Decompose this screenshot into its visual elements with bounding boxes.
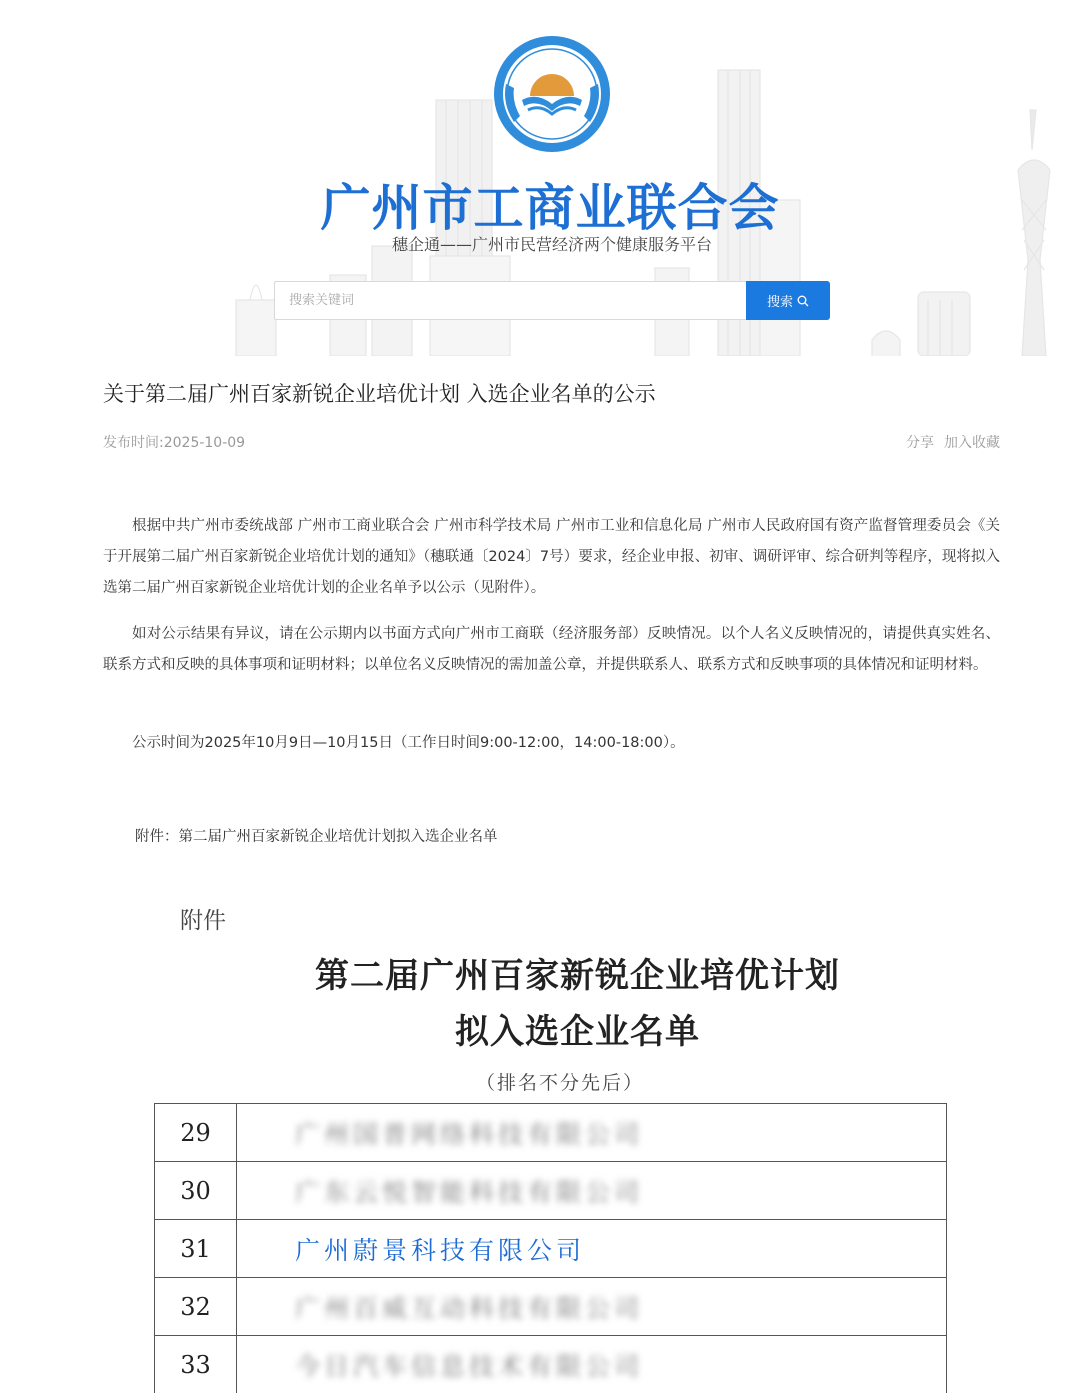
article-paragraph: 如对公示结果有异议，请在公示期内以书面方式向广州市工商联（经济服务部）反映情况。以个人名义反映情况的，请提供真实姓名、联系方式和反映的具体事项和证明材料；以单位名义反映情况的需加盖公章，并提供联系人、联系方式和反映事项的具体情况和证明材料。 [103,626,1000,673]
table-row [155,1104,947,1162]
company-name-blurred [237,1336,947,1393]
company-name-text: 今日汽车信息技术有限公司 [295,1351,644,1381]
cfic-logo [492,34,612,154]
search-field-wrapper [274,281,747,320]
site-subtitle: 穗企通——广州市民营经济两个健康服务平台 [391,235,712,254]
share-link[interactable]: 分享 [906,435,934,451]
company-name-blurred [237,1104,947,1162]
article-paragraph: 公示时间为2025年10月9日—10月15日（工作日时间9:00-12:00，14:00-18:00）。 [132,735,685,751]
row-number: 30 [155,1162,237,1220]
search-icon [797,295,809,307]
article-actions [906,432,1000,452]
table-row [155,1336,947,1393]
row-number: 32 [155,1278,237,1336]
header-banner [0,0,1080,356]
article-paragraph: 根据中共广州市委统战部 广州市工商业联合会 广州市科学技术局 广州市工业和信息化局 广州市人民政府国有资产监督管理委员会《关于开展第二届广州百家新锐企业培优计划的通知》（穗联通〔2024〕7号）要求，经企业申报、初审、调研评审、综合研判等程序，现将拟入选第二届广州百家新锐企业培优计划的企业名单予以公示（见附件）。 [103,518,1000,596]
company-list-table [154,1103,947,1393]
attachment-note: （排名不分先后） [475,1072,644,1094]
publish-date: 发布时间:2025-10-09 [103,435,246,451]
site-title: 广州市工商业联合会 [320,179,780,237]
row-number: 31 [155,1220,237,1278]
search-button[interactable] [746,281,830,320]
company-name-blurred [237,1278,947,1336]
company-name-blurred [237,1162,947,1220]
attachment-link[interactable]: 附件：第二届广州百家新锐企业培优计划拟入选企业名单 [135,829,498,845]
table-row [155,1220,947,1278]
table-row [155,1278,947,1336]
company-name-text: 广州蔚景科技有限公司 [295,1235,586,1265]
company-name-text: 广州百威互动科技有限公司 [295,1293,644,1323]
company-name-text: 广东云悦智能科技有限公司 [295,1177,644,1207]
row-number: 33 [155,1336,237,1393]
company-name-text: 广州国普网络科技有限公司 [295,1119,644,1149]
search-input[interactable] [275,282,747,319]
attachment-title-line2: 拟入选企业名单 [455,1012,700,1052]
search-button-label: 搜索 [766,295,793,310]
table-row [155,1162,947,1220]
article-title: 关于第二届广州百家新锐企业培优计划 入选企业名单的公示 [103,382,656,406]
attachment-title-line1: 第二届广州百家新锐企业培优计划 [315,956,840,996]
row-number: 29 [155,1104,237,1162]
company-name-highlighted [237,1220,947,1278]
attachment-label: 附件 [180,908,226,934]
add-favorite-link[interactable]: 加入收藏 [944,435,1000,451]
